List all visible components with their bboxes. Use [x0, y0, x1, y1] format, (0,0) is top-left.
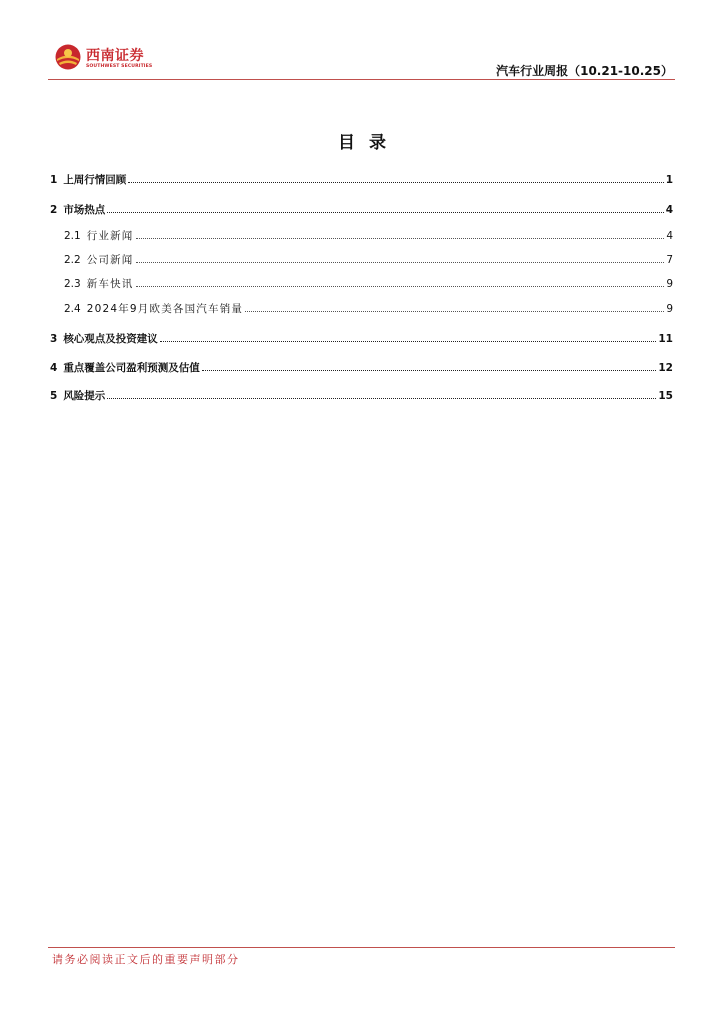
toc-entry-number: 2.4 — [64, 303, 81, 315]
toc-entry[interactable] — [50, 301, 673, 316]
toc-entry-number: 2.1 — [64, 230, 81, 242]
toc-entry-number: 2.3 — [64, 278, 81, 290]
toc-entry-page: 9 — [666, 278, 673, 290]
toc-entry[interactable] — [50, 202, 673, 217]
toc-entry-page: 4 — [666, 230, 673, 242]
toc-entry[interactable] — [50, 388, 673, 403]
toc-leader-dots — [107, 397, 656, 399]
toc-entry[interactable] — [50, 331, 673, 346]
toc-entry-number: 2.2 — [64, 254, 81, 266]
toc-entry-number: 4 — [50, 362, 58, 374]
toc-entry-page: 1 — [665, 174, 673, 186]
toc-entry-number: 5 — [50, 390, 58, 402]
toc-entry-title: 公司新闻 — [86, 254, 134, 266]
toc-entry-page: 11 — [658, 333, 673, 345]
toc-entry-title: 上周行情回顾 — [63, 174, 127, 186]
disclaimer-notice: 请务必阅读正文后的重要声明部分 — [52, 953, 240, 966]
footer-rule — [48, 947, 675, 948]
toc-entry[interactable] — [50, 252, 673, 267]
toc-entry-title: 核心观点及投资建议 — [63, 333, 158, 345]
toc-entry-page: 9 — [666, 303, 673, 315]
toc-entry-number: 2 — [50, 204, 58, 216]
toc-entry-title: 行业新闻 — [86, 230, 134, 242]
toc-leader-dots — [160, 340, 657, 342]
logo-sun-icon — [55, 44, 81, 70]
toc-heading: 目录 — [338, 133, 400, 153]
toc-entry-page: 4 — [665, 204, 673, 216]
toc-entry-page: 7 — [666, 254, 673, 266]
logo-english-name: SOUTHWEST SECURITIES — [86, 64, 153, 69]
toc-entry-title: 重点覆盖公司盈利预测及估值 — [63, 362, 200, 374]
toc-entry-title: 2024年9月欧美各国汽车销量 — [86, 303, 244, 315]
toc-entry-page: 15 — [658, 390, 673, 402]
toc-entry-title: 新车快讯 — [86, 278, 134, 290]
company-logo — [55, 44, 165, 74]
toc-entry[interactable] — [50, 172, 673, 187]
toc-entry[interactable] — [50, 360, 673, 375]
report-title: 汽车行业周报（10.21-10.25） — [496, 64, 673, 78]
toc-entry-number: 1 — [50, 174, 58, 186]
toc-leader-dots — [202, 369, 657, 371]
toc-entry-number: 3 — [50, 333, 58, 345]
toc-entry-page: 12 — [658, 362, 673, 374]
toc-leader-dots — [136, 285, 665, 287]
toc-entry-title: 风险提示 — [63, 390, 106, 402]
toc-entry-title: 市场热点 — [63, 204, 106, 216]
toc-leader-dots — [128, 181, 663, 183]
header-rule — [48, 79, 675, 80]
toc-leader-dots — [107, 211, 663, 213]
toc-entry[interactable] — [50, 276, 673, 291]
toc-leader-dots — [245, 310, 664, 312]
toc-leader-dots — [136, 237, 665, 239]
logo-chinese-name: 西南证券 — [86, 48, 144, 64]
toc-leader-dots — [136, 261, 665, 263]
toc-entry[interactable] — [50, 228, 673, 243]
